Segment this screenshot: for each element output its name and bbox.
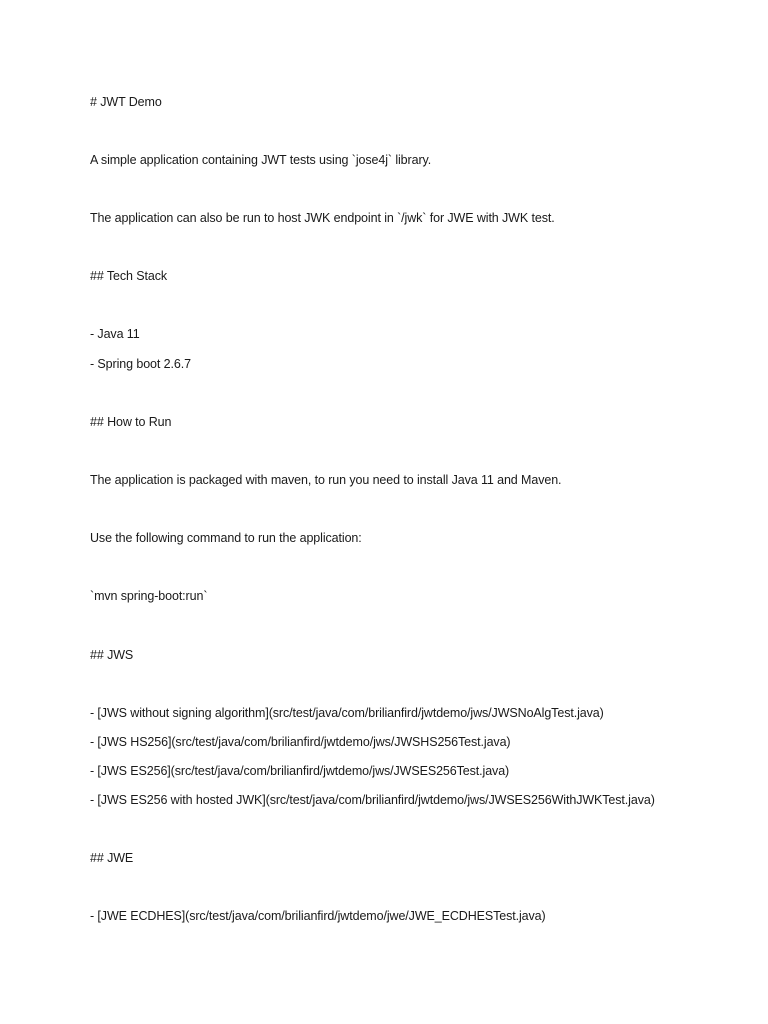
how-to-run-heading: ## How to Run bbox=[90, 415, 172, 429]
list-item: - Java 11 bbox=[90, 327, 140, 341]
run-command: `mvn spring-boot:run` bbox=[90, 589, 208, 603]
how-to-run-paragraph-2: Use the following command to run the application: bbox=[90, 531, 362, 545]
list-item: - [JWS HS256](src/test/java/com/brilianfird/jwtdemo/jws/JWSHS256Test.java) bbox=[90, 735, 511, 749]
list-item: - [JWS ES256 with hosted JWK](src/test/java/com/brilianfird/jwtdemo/jws/JWSES256WithJWKTest.java) bbox=[90, 793, 655, 807]
intro-paragraph: A simple application containing JWT tests using `jose4j` library. bbox=[90, 153, 432, 167]
list-item: - [JWS without signing algorithm](src/test/java/com/brilianfird/jwtdemo/jws/JWSNoAlgTest.java) bbox=[90, 706, 604, 720]
tech-stack-heading: ## Tech Stack bbox=[90, 269, 167, 283]
jws-heading: ## JWS bbox=[90, 648, 134, 662]
list-item: - Spring boot 2.6.7 bbox=[90, 357, 191, 371]
how-to-run-paragraph: The application is packaged with maven, to run you need to install Java 11 and Maven. bbox=[90, 473, 562, 487]
document-title: # JWT Demo bbox=[90, 95, 162, 109]
list-item: - [JWE ECDHES](src/test/java/com/brilianfird/jwtdemo/jwe/JWE_ECDHESTest.java) bbox=[90, 909, 546, 923]
intro-paragraph-2: The application can also be run to host JWK endpoint in `/jwk` for JWE with JWK test. bbox=[90, 211, 555, 225]
jwe-heading: ## JWE bbox=[90, 851, 134, 865]
list-item: - [JWS ES256](src/test/java/com/brilianfird/jwtdemo/jws/JWSES256Test.java) bbox=[90, 764, 510, 778]
